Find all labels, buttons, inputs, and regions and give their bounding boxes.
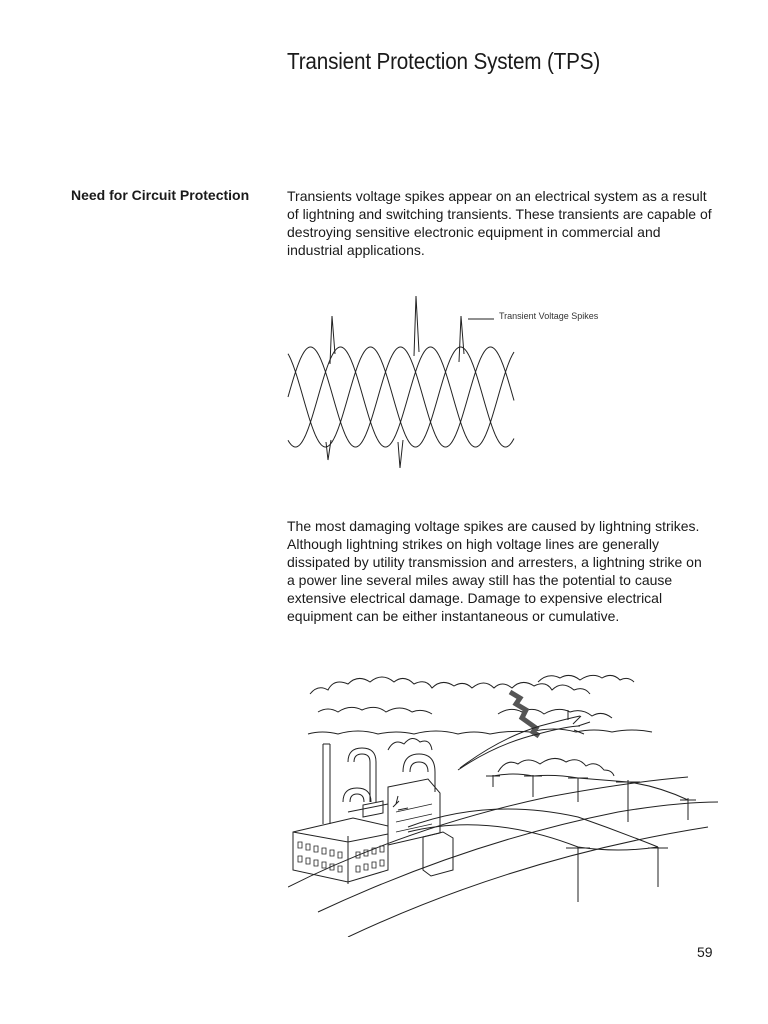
transient-spike-5 xyxy=(326,440,331,460)
landscape-line-art xyxy=(288,672,718,937)
page-number: 59 xyxy=(697,944,713,960)
intro-paragraph: Transients voltage spikes appear on an electrical system as a result of lightning and switching transients. These transients are capable of destroying sensitive electronic equipment in commercial and industrial applications. xyxy=(287,188,712,258)
trees-right xyxy=(498,758,614,776)
building-windows xyxy=(298,804,432,872)
waveform-label: Transient Voltage Spikes xyxy=(499,311,599,321)
lightning-bolt xyxy=(510,692,539,736)
clouds xyxy=(308,675,652,734)
section-heading: Need for Circuit Protection xyxy=(71,187,250,203)
road-edge-3 xyxy=(348,827,708,937)
trees-left xyxy=(388,738,432,750)
page-title: Transient Protection System (TPS) xyxy=(287,48,601,74)
lightning-paragraph: The most damaging voltage spikes are caused by lightning strikes. Although lightning strikes on high voltage lines are generally dissipated by utility transmission and arresters, a lightning strike on a power line several miles away still has the potential to cause extensive electrical damage. Damage to expensive electrical equipment can be either instantaneous or cumulative. xyxy=(287,518,702,624)
phase-wave-1 xyxy=(288,347,514,447)
power-poles xyxy=(408,774,696,902)
lightning-power-plant-illustration xyxy=(288,672,718,937)
transient-spike-2 xyxy=(414,296,419,356)
power-plant-building xyxy=(293,744,453,884)
transient-spike-3 xyxy=(459,316,464,362)
transient-spike-4 xyxy=(398,440,403,468)
strike-spark xyxy=(393,796,408,810)
transient-spike-1 xyxy=(330,316,335,364)
